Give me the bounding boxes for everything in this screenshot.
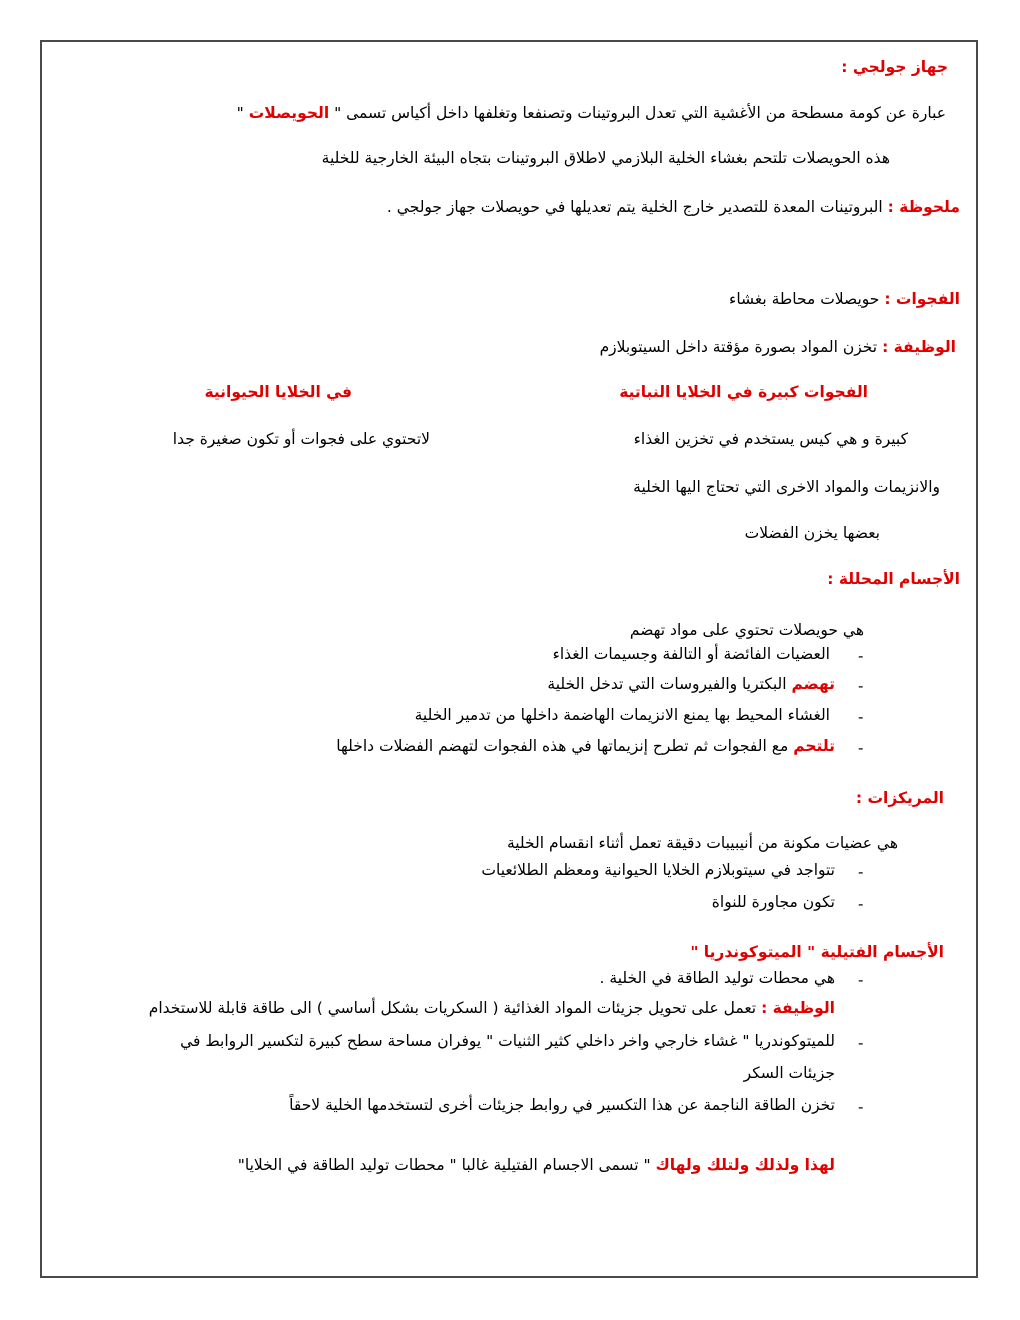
golgi-note [387,196,960,218]
fuses-term: تلتحم [793,737,835,755]
lysosomes-title: الأجسام المحللة : [827,570,960,588]
note-label: ملحوظة : [887,198,960,216]
mitochondria-bullet-2-line-1: للميتوكوندريا " غشاء خارجي واخر داخلي كثير الثنيات " يوفران مساحة سطح كبيرة لتكسير الروابط في [180,1032,835,1050]
lysosomes-bullet-2-text: البكتريا والفيروسات التي تدخل الخلية [547,675,792,693]
bullet-dash: - [858,895,864,913]
lysosomes-bullet-2 [547,673,835,695]
bullet-dash: - [858,708,864,726]
lysosomes-bullet-4-text: مع الفجوات ثم تطرح إنزيماتها في هذه الفجوات لتهضم الفضلات داخلها [336,737,794,755]
lysosomes-bullet-3: الغشاء المحيط بها يمنع الانزيمات الهاضمة داخلها من تدمير الخلية [414,706,830,724]
bullet-dash: - [858,971,864,989]
mitochondria-bullet-3: تخزن الطاقة الناجمة عن هذا التكسير في روابط جزيئات أخرى لتستخدمها الخلية لاحقاً [289,1096,835,1114]
centrioles-title: المريكزات : [855,789,944,807]
centrioles-bullet-2: تكون مجاورة للنواة [711,893,835,911]
plant-vacuoles-line-1: كبيرة و هي كيس يستخدم في تخزين الغذاء [633,430,908,448]
animal-vacuoles-line-1: لاتحتوي على فجوات أو تكون صغيرة جدا [172,430,430,448]
note-text: البروتينات المعدة للتصدير خارج الخلية يتم تعديلها في حويصلات جهاز جولجي . [386,198,888,216]
animal-vacuoles-heading: في الخلايا الحيوانية [204,383,352,401]
plant-vacuoles-heading: الفجوات كبيرة في الخلايا النباتية [619,383,868,401]
lysosomes-bullet-4 [336,735,835,757]
mitochondria-bullet-2-line-2: جزيئات السكر [743,1064,835,1082]
vacuoles-function-label: الوظيفة : [882,338,956,356]
golgi-vesicles-term: الحويصلات [248,104,330,122]
vacuoles-definition [729,288,960,310]
vacuoles-function-text: تخزن المواد بصورة مؤقتة داخل السيتوبلازم [599,338,883,356]
summary-highlight: لهذا ولذلك ولتلك ولهاك [655,1156,835,1174]
bullet-dash: - [858,739,864,757]
digests-term: تهضم [791,675,835,693]
bullet-dash: - [858,677,864,695]
golgi-line-1-post: " [236,104,249,122]
bullet-dash: - [858,647,864,665]
summary-text: " تسمى الاجسام الفتيلية غالبا " محطات توليد الطاقة في الخلايا" [237,1156,656,1174]
centrioles-intro: هي عضيات مكونة من أنيبيبات دقيقة تعمل أثناء انقسام الخلية [506,834,898,852]
bullet-dash: - [858,863,864,881]
golgi-title: جهاز جولجي : [841,58,948,76]
bullet-dash: - [858,1098,864,1116]
lysosomes-intro: هي حويصلات تحتوي على مواد تهضم [629,621,864,639]
golgi-line-1-pre: عبارة عن كومة مسطحة من الأغشية التي تعدل البروتينات وتصنفعا وتغلفها داخل أكياس تسمى " [329,104,946,122]
plant-vacuoles-line-2: والانزيمات والمواد الاخرى التي تحتاج اليها الخلية [633,478,940,496]
bullet-dash: - [858,1034,864,1052]
vacuoles-function [600,336,956,358]
lysosomes-bullet-1: العضيات الفائضة أو التالفة وجسيمات الغذاء [552,645,830,663]
mitochondria-bullet-1: هي محطات توليد الطاقة في الخلية . [599,969,835,987]
mitochondria-function-label: الوظيفة : [761,999,835,1017]
page-border [40,40,978,1278]
golgi-line-2: هذه الحويصلات تلتحم بغشاء الخلية البلازمي لاطلاق البروتينات بتجاه البيئة الخارجية للخلية [321,149,890,167]
vacuoles-label: الفجوات : [884,290,960,308]
mitochondria-function [149,997,835,1019]
plant-vacuoles-line-3: بعضها يخزن الفضلات [744,524,880,542]
golgi-line-1 [237,102,946,124]
mitochondria-title: الأجسام الفتيلية " الميتوكوندريا " [690,943,944,961]
mitochondria-summary [238,1154,835,1176]
vacuoles-text: حويصلات محاطة بغشاء [729,290,885,308]
mitochondria-function-text: تعمل على تحويل جزيئات المواد الغذائية ( السكريات بشكل أساسي ) الى طاقة قابلة للاستخدام [148,999,762,1017]
centrioles-bullet-1: تتواجد في سيتوبلازم الخلايا الحيوانية ومعظم الطلائعيات [481,861,835,879]
